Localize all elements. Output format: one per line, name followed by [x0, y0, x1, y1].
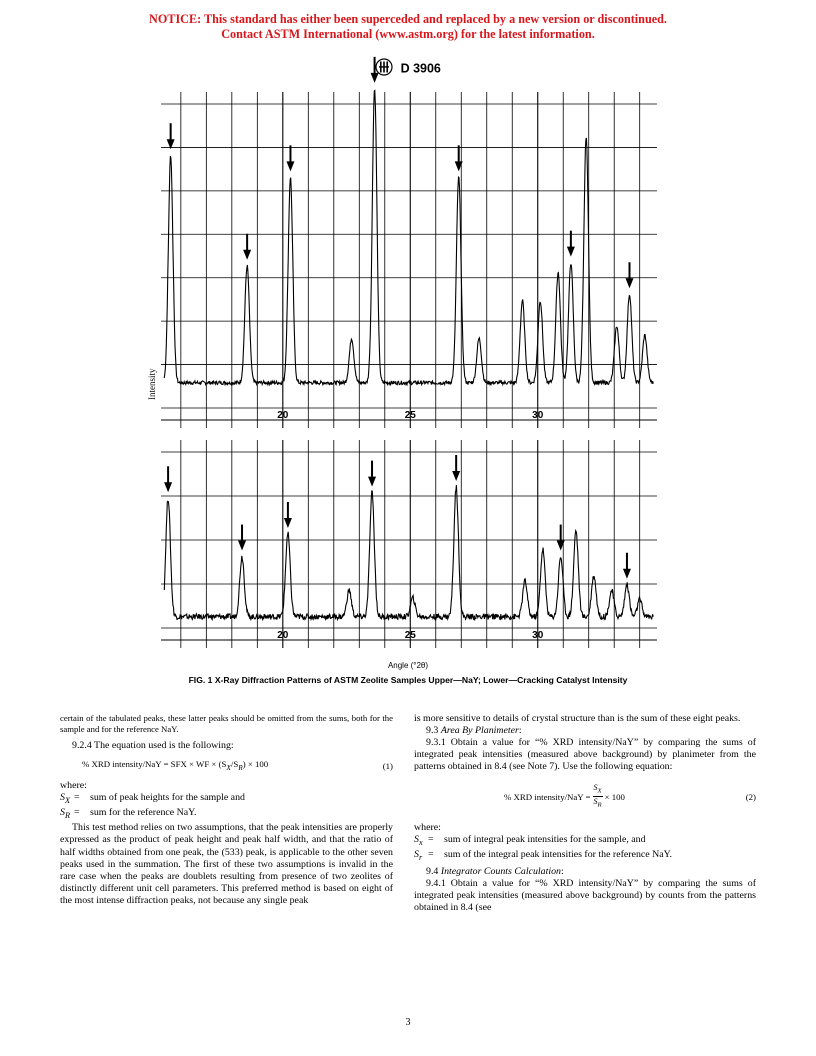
standard-designation: D 3906 — [400, 61, 441, 76]
peak-arrow — [368, 461, 376, 487]
notice-line-2: Contact ASTM International (www.astm.org) for the latest information. — [221, 27, 595, 41]
eq2-lhs: % XRD intensity/NaY = — [504, 791, 591, 802]
left-paragraph-1: certain of the tabulated peaks, these latter peaks should be omitted from the sums, both for the sample and for the reference NaY. — [60, 713, 393, 734]
y-axis-label: Intensity — [147, 368, 157, 400]
def-equals: = — [428, 833, 434, 845]
peak-arrow — [452, 455, 460, 481]
equation-1 — [60, 758, 393, 774]
def-equals: = — [74, 792, 80, 804]
x-tick-label: 25 — [404, 410, 416, 421]
section-93-heading — [414, 725, 756, 737]
eq2-end: × 100 — [604, 791, 625, 802]
right-paragraph-1: is more sensitive to details of crystal structure than is the sum of these eight peaks. — [414, 713, 741, 724]
def-symbol: S — [414, 848, 419, 860]
definition-row — [60, 807, 393, 822]
left-paragraph-924: 9.2.4 The equation used is the following: — [72, 740, 234, 752]
right-where: where: — [414, 821, 441, 833]
def-text: sum for the reference NaY. — [90, 807, 197, 819]
def-text: sum of integral peak intensities for the sample, and — [444, 833, 646, 845]
def-subscript: x — [418, 837, 423, 847]
section-93-colon: : — [518, 725, 522, 737]
peak-arrow — [623, 553, 631, 579]
x-tick-label: 20 — [277, 410, 289, 421]
x-tick-label: 30 — [532, 410, 544, 421]
peak-arrow — [371, 57, 379, 83]
upper-panel-nay — [161, 57, 657, 428]
def-equals: = — [428, 848, 434, 860]
eq2-denominator-sub: R — [597, 801, 602, 809]
section-94-colon: : — [560, 865, 564, 877]
eq1-sub-x: X — [226, 763, 231, 773]
eq2-denominator: S — [593, 797, 598, 807]
eq1-text: % XRD intensity/NaY = SFX × WF × (S — [82, 759, 227, 770]
equation-2 — [414, 783, 756, 809]
peak-arrow — [238, 525, 246, 551]
eq1-sub-r: R — [238, 763, 243, 773]
left-paragraph-assumptions: This test method relies on two assumptions, that the peak intensities are properly expressed as the product of peak height and peak half width, and that the ratio of half widths obtained from one peak, the (533) peak, is applicable to the other seven peaks used in the summation. The first of these two assumptions is invalid in the rare case when the peaks are doublets resulting from presence of two zeolites of distinctly different unit cell parameters. This preferred method is based on eight of the most intense diffraction peaks, not because any single peak — [60, 822, 393, 906]
peak-arrow — [286, 145, 294, 171]
def-text: sum of the integral peak intensities for the reference NaY. — [444, 848, 672, 860]
definition-row — [414, 834, 756, 849]
def-equals: = — [74, 807, 80, 819]
section-94-title: Integrator Counts Calculation — [440, 865, 561, 877]
section-94-number: 9.4 — [426, 865, 441, 877]
section-94-heading — [414, 866, 756, 878]
figure-caption: FIG. 1 X-Ray Diffraction Patterns of ASTM Zeolite Samples Upper—NaY; Lower—Cracking Catalyst Intensity — [188, 675, 628, 685]
diffraction-trace — [164, 485, 653, 619]
def-symbol: S — [60, 792, 65, 804]
peak-arrow — [626, 262, 634, 288]
eq1-mid: /S — [230, 759, 239, 770]
left-definitions — [60, 792, 393, 822]
definition-row — [414, 849, 756, 864]
peak-arrow — [167, 123, 175, 149]
x-tick-label: 20 — [277, 630, 289, 641]
x-tick-label: 25 — [404, 630, 416, 641]
paragraph-941: 9.4.1 Obtain a value for “% XRD intensity/NaY” by comparing the sums of integrated peak intensities (measured above background) by counts from the patterns obtained in 8.4 (see — [414, 877, 756, 914]
section-93-title: Area By Planimeter — [440, 725, 519, 737]
peak-arrow — [284, 502, 292, 528]
equation-1-number: (1) — [382, 761, 393, 772]
x-axis-label: Angle (°2θ) — [387, 661, 429, 670]
definition-row — [60, 792, 393, 807]
peak-arrow — [164, 466, 172, 492]
left-where: where: — [60, 780, 87, 792]
def-symbol: S — [60, 807, 65, 819]
eq1-end: ) × 100 — [242, 759, 269, 770]
x-tick-label: 30 — [532, 630, 544, 641]
page-number: 3 — [405, 1017, 411, 1028]
def-subscript: R — [64, 811, 70, 821]
section-93-number: 9.3 — [426, 725, 441, 737]
lower-panel-catalyst — [161, 440, 657, 648]
left-column — [60, 713, 393, 907]
diffraction-trace — [164, 91, 653, 385]
eq2-numerator-sub: X — [597, 788, 602, 796]
paragraph-931: 9.3.1 Obtain a value for “% XRD intensity/NaY” by comparing the sums of integrated peak intensities (measured above background) by planimeter from the patterns obtained in 8.4 (see Note 7). Use the following equation: — [414, 737, 756, 773]
def-subscript: X — [64, 796, 70, 806]
notice-line-1: NOTICE: This standard has either been superceded and replaced by a new version or discontinued. — [149, 12, 667, 26]
equation-2-number: (2) — [745, 791, 756, 802]
eq2-numerator: S — [593, 783, 598, 793]
right-column — [414, 713, 756, 914]
def-subscript: r — [418, 852, 423, 862]
right-definitions — [414, 834, 756, 864]
def-symbol: S — [414, 833, 419, 845]
peak-arrow — [243, 234, 251, 260]
def-text: sum of peak heights for the sample and — [90, 792, 245, 804]
